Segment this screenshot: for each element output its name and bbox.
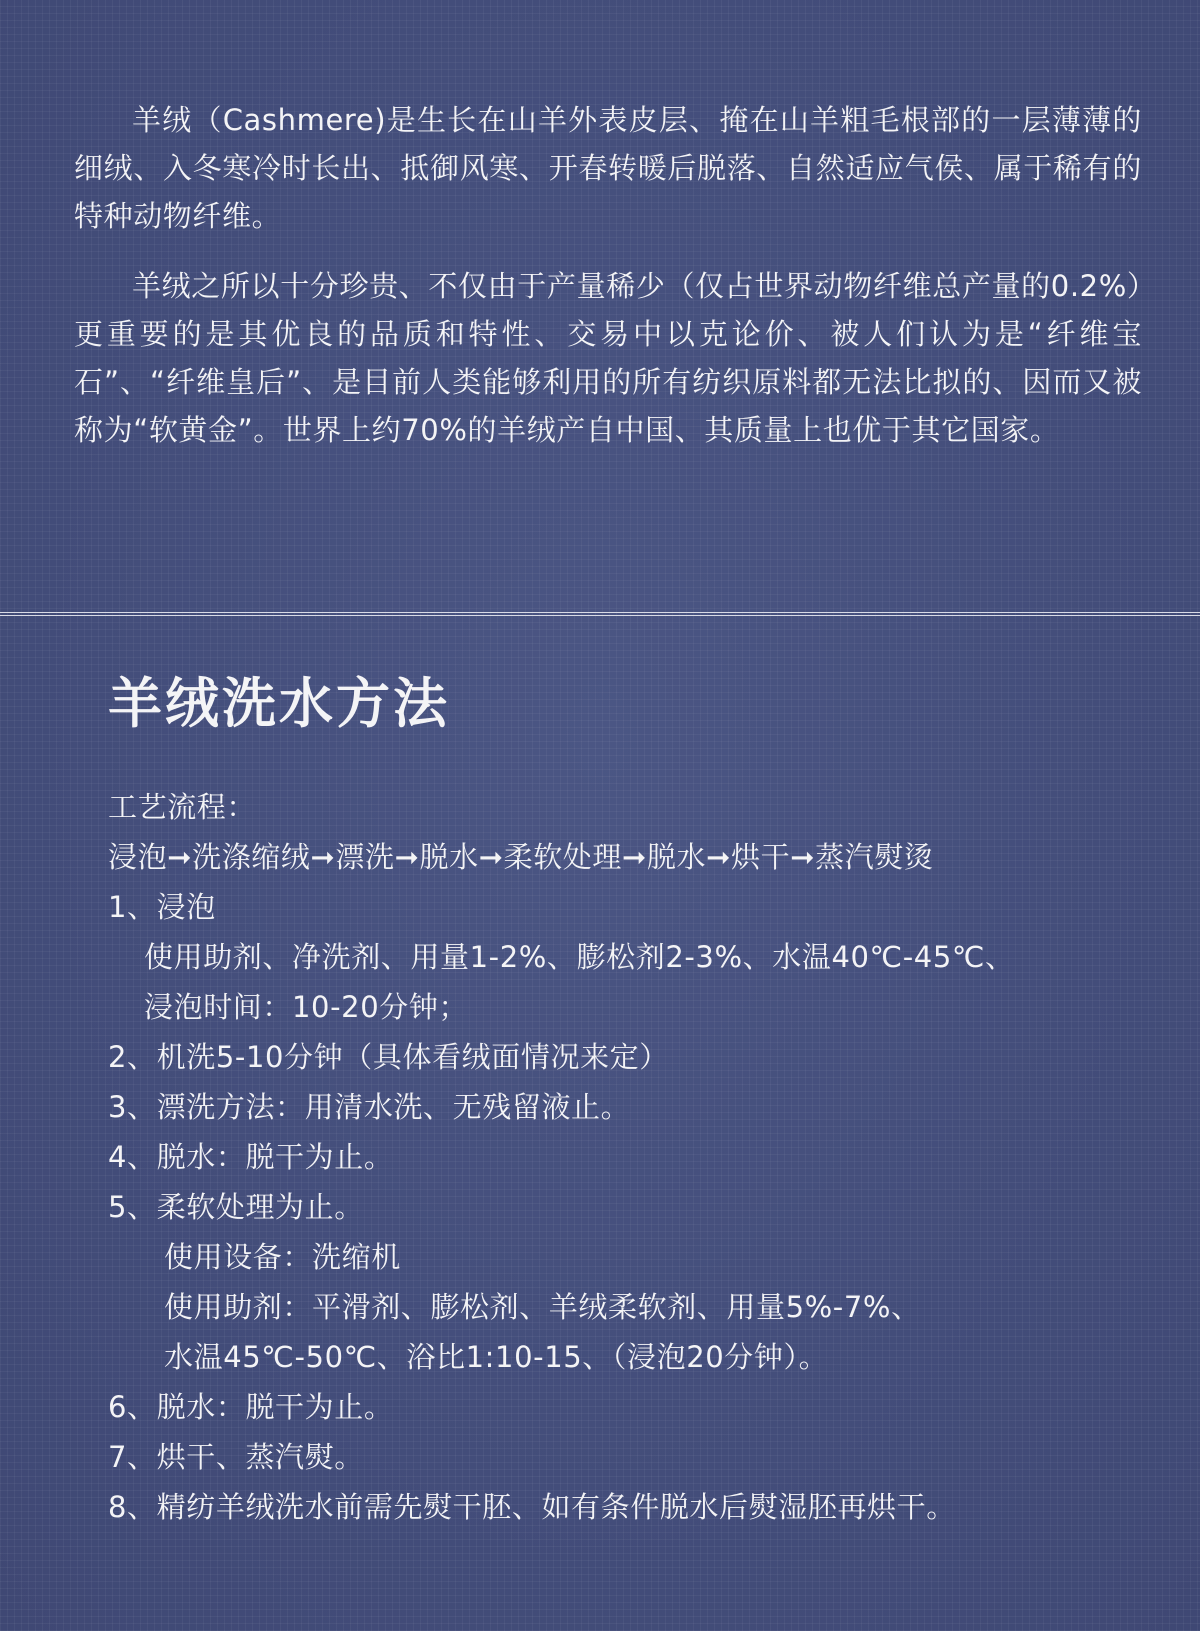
section-divider xyxy=(0,612,1200,616)
process-flow: 浸泡➞洗涤缩绒➞漂洗➞脱水➞柔软处理➞脱水➞烘干➞蒸汽熨烫 xyxy=(108,840,934,874)
intro-text xyxy=(74,96,1142,476)
washing-method xyxy=(108,782,1168,1532)
step-5-conditions: 水温45℃-50℃、浴比1:10-15、（浸泡20分钟）。 xyxy=(164,1340,829,1374)
step-5-equipment: 使用设备：洗缩机 xyxy=(164,1240,401,1274)
step-1-title: 1、浸泡 xyxy=(108,890,216,924)
step-5-agents: 使用助剂：平滑剂、膨松剂、羊绒柔软剂、用量5%-7%、 xyxy=(164,1290,921,1324)
step-2: 2、机洗5-10分钟（具体看绒面情况来定） xyxy=(108,1040,669,1074)
step-7: 7、烘干、蒸汽熨。 xyxy=(108,1440,364,1474)
step-5-title: 5、柔软处理为止。 xyxy=(108,1190,364,1224)
step-1-detail: 使用助剂、净洗剂、用量1-2%、膨松剂2-3%、水温40℃-45℃、 xyxy=(144,940,1015,974)
intro-paragraph-2: 羊绒之所以十分珍贵、不仅由于产量稀少（仅占世界动物纤维总产量的0.2%）更重要的是其优良的品质和特性、交易中以克论价、被人们认为是“纤维宝石”、“纤维皇后”、是目前人类能够利用的所有纺织原料都无法比拟的、因而又被称为“软黄金”。世界上约70%的羊绒产自中国、其质量上也优于其它国家。 xyxy=(74,269,1142,447)
step-4: 4、脱水：脱干为止。 xyxy=(108,1140,394,1174)
process-label: 工艺流程： xyxy=(108,790,257,824)
section-title: 羊绒洗水方法 xyxy=(108,672,450,735)
step-6: 6、脱水：脱干为止。 xyxy=(108,1390,394,1424)
intro-paragraph-1: 羊绒（Cashmere)是生长在山羊外表皮层、掩在山羊粗毛根部的一层薄薄的细绒、入冬寒冷时长出、抵御风寒、开春转暖后脱落、自然适应气侯、属于稀有的特种动物纤维。 xyxy=(74,103,1142,233)
step-1-detail-time: 浸泡时间：10-20分钟； xyxy=(144,990,469,1024)
step-8: 8、精纺羊绒洗水前需先熨干胚、如有条件脱水后熨湿胚再烘干。 xyxy=(108,1490,956,1524)
step-3: 3、漂洗方法：用清水洗、无残留液止。 xyxy=(108,1090,631,1124)
